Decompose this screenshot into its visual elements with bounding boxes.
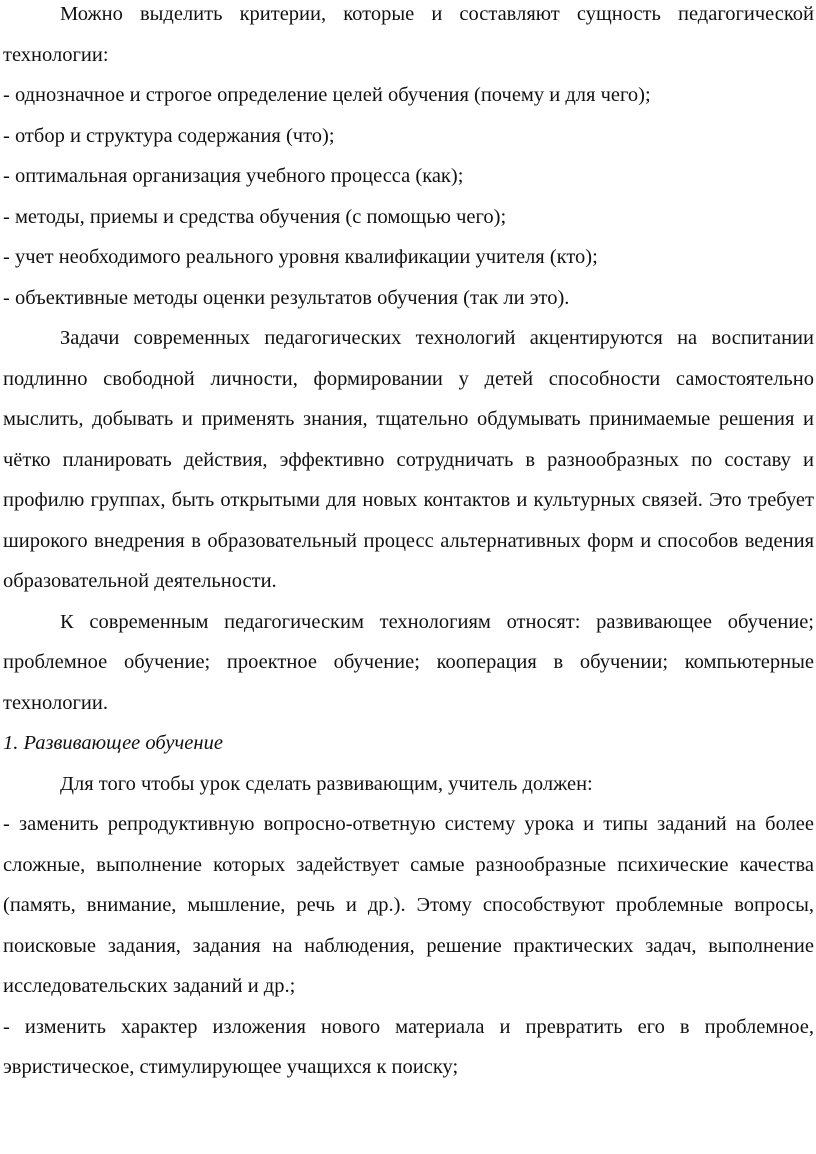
list-item: - методы, приемы и средства обучения (с помощью чего);	[3, 205, 507, 228]
paragraph-criteria-intro: Можно выделить критерии, которые и составляют сущность педагогической технологии:	[3, 3, 814, 66]
list-item: - однозначное и строгое определение целей обучения (почему и для чего);	[3, 84, 651, 106]
paragraph-developing-lesson: Для того чтобы урок сделать развивающим, учитель должен:	[60, 772, 593, 795]
list-item: - заменить репродуктивную вопросно-ответную систему урока и типы заданий на более сложные, выполнение которых задействует самые разнообразные психические качества (память, внимание, мышление, речь и др.). Этому способствуют проблемные вопросы, поисковые задания, задания на наблюдения, решение практических задач, выполнение исследовательских заданий и др.;	[3, 813, 814, 997]
teacher-actions-list	[3, 804, 814, 1088]
criteria-list	[3, 75, 814, 318]
paragraph-tasks: Задачи современных педагогических технологий акцентируются на воспитании подлинно свободной личности, формировании у детей способности самостоятельно мыслить, добывать и применять знания, тщательно обдумывать принимаемые решения и чётко планировать действия, эффективно сотрудничать в разнообразных по составу и профилю группах, быть открытыми для новых контактов и культурных связей. Это требует широкого внедрения в образовательный процесс альтернативных форм и способов ведения образовательной деятельности.	[3, 327, 814, 592]
list-item: - объективные методы оценки результатов обучения (так ли это).	[3, 286, 570, 309]
list-item: - отбор и структура содержания (что);	[3, 124, 335, 147]
list-item: - учет необходимого реального уровня квалификации учителя (кто);	[3, 246, 598, 268]
paragraph-modern-technologies: К современным педагогическим технологиям относят: развивающее обучение; проблемное обучение; проектное обучение; кооперация в обучении; компьютерные технологии.	[3, 610, 814, 714]
section-heading: 1. Развивающее обучение	[3, 732, 223, 754]
list-item: - изменить характер изложения нового материала и превратить его в проблемное, эвристическое, стимулирующее учащихся к поиску;	[3, 1015, 814, 1078]
list-item: - оптимальная организация учебного процесса (как);	[3, 165, 464, 187]
